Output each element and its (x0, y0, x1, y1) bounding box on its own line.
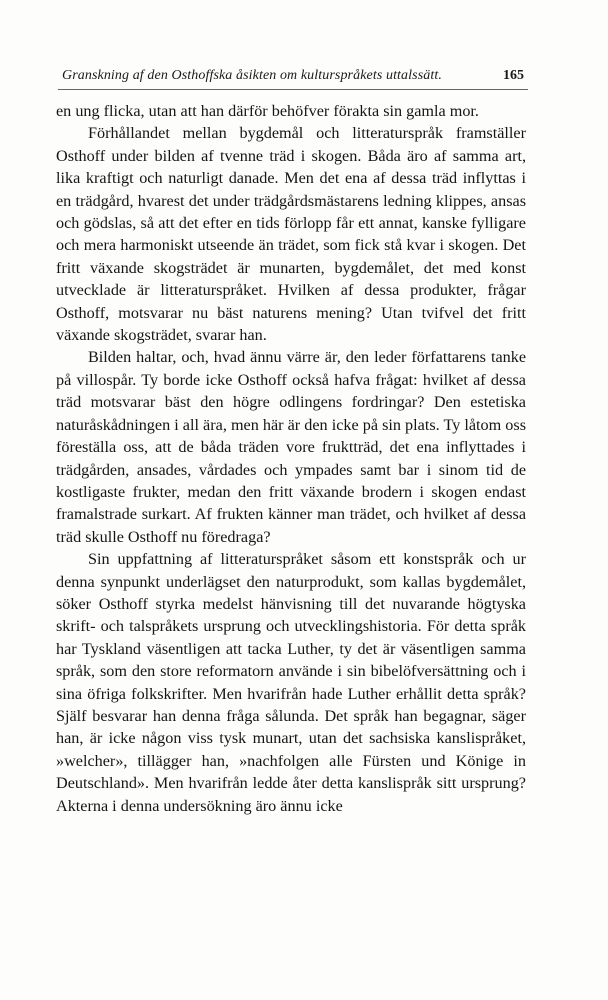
header-rule (58, 89, 528, 90)
page-number: 165 (503, 68, 524, 83)
paragraph-luther: Sin uppfattning af litteraturspråket såsom ett konstspråk och ur denna synpunkt underlägset den naturprodukt, som kallas bygdemålet, söker Osthoff styrka medelst hänvisning till det nuvarande högtyska skrift- och talspråkets ursprung och utvecklingshistoria. För detta språk har Tyskland väsentligen att tacka Luther, ty det är väsentligen samma språk, som den store reformatorn använde i sin bibelöfversättning och i sina öfriga folkskrifter. Men hvarifrån hade Luther erhållit detta språk? Själf besvarar han denna fråga sålunda. Det språk han begagnar, säger han, är icke någon viss tysk munart, utan det sachsiska kanslispråket, »welcher», tillägger han, »nachfolgen alle Fürsten und Könige in Deutschland». Men hvarifrån ledde åter detta kanslispråk sitt ursprung? Akterna i denna undersökning äro ännu icke (56, 550, 526, 815)
paragraph-continuation: en ung flicka, utan att han därför behöfver förakta sin gamla mor. (56, 102, 479, 120)
paragraph-fruit-trees: Bilden haltar, och, hvad ännu värre är, den leder författarens tanke på villospår. Ty borde icke Osthoff också hafva frågat: hvilket af dessa träd motsvarar bäst den högre odlingens fordringar? Den estetiska naturåskådningen i all ära, men här är den icke på sin plats. Ty låtom oss föreställa oss, att de båda träden vore fruktträd, det ena inflyttades i trädgården, ansades, vårdades och ympades samt bar i sinom tid de kostligaste frukter, medan den fritt växande brodern i skogen endast framalstrade surkart. Af frukten känner man trädet, och hvilket af dessa träd skulle Osthoff nu föredraga? (56, 348, 526, 546)
running-title: Granskning af den Osthoffska åsikten om kulturspråkets uttalssätt. (62, 68, 442, 83)
body-text (56, 100, 526, 817)
running-head (62, 66, 524, 86)
paragraph-tree-metaphor: Förhållandet mellan bygdemål och litteraturspråk framställer Osthoff under bilden af tvenne träd i skogen. Båda äro af samma art, lika kraftigt och naturligt danade. Men det ena af dessa träd inflyttas i en trädgård, hvarest det under trädgårdsmästarens ledning klippes, ansas och gödslas, så att det efter en tids förlopp får ett annat, kanske fylligare och mera harmoniskt utseende än trädet, som fick stå kvar i skogen. Det fritt växande skogsträdet är munarten, bygdemålet, det med konst utvecklade är litteraturspråket. Hvilken af dessa produkter, frågar Osthoff, motsvarar nu bäst naturens mening? Utan tvifvel det fritt växande skogsträdet, svarar han. (56, 124, 526, 345)
